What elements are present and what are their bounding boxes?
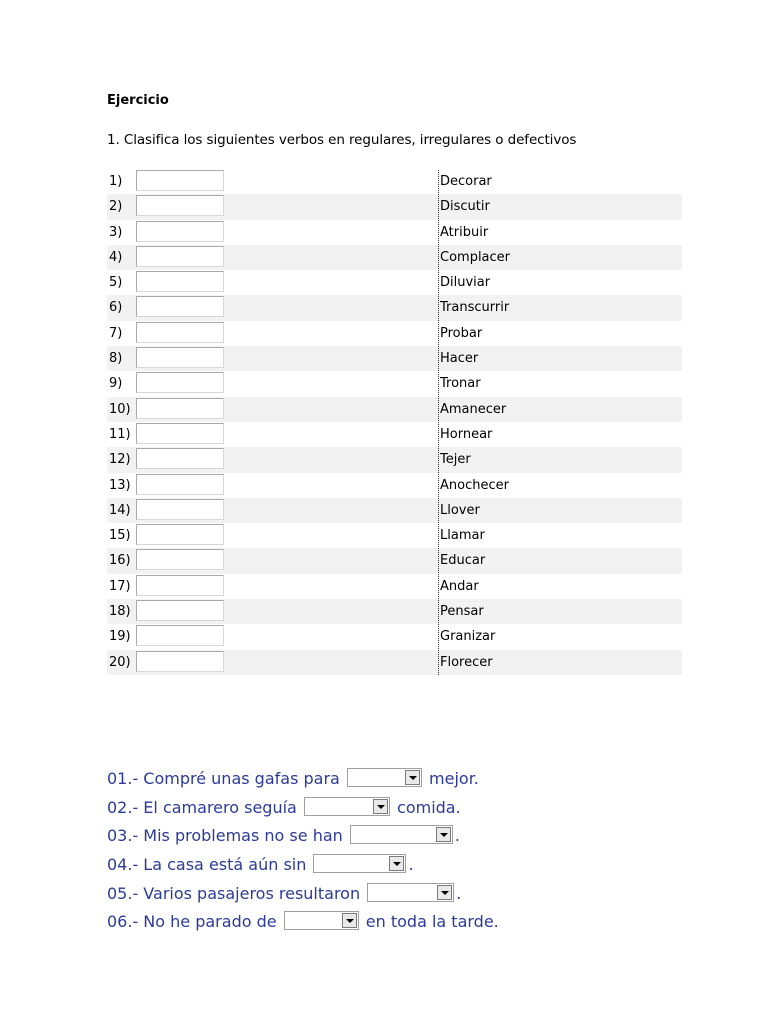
sentence-text-after: comida. bbox=[397, 797, 461, 817]
table-row bbox=[107, 346, 682, 371]
table-row bbox=[107, 624, 682, 649]
answer-input-6[interactable] bbox=[136, 296, 224, 317]
answer-input-5[interactable] bbox=[136, 271, 224, 292]
sentence-2 bbox=[107, 794, 499, 823]
verb-label: Hornear bbox=[440, 426, 493, 442]
chevron-down-icon[interactable] bbox=[373, 799, 388, 814]
answer-input-11[interactable] bbox=[136, 423, 224, 444]
answer-input-4[interactable] bbox=[136, 246, 224, 267]
sentence-text-after: . bbox=[454, 826, 460, 846]
answer-dropdown-1[interactable] bbox=[347, 768, 422, 787]
answer-input-18[interactable] bbox=[136, 600, 224, 621]
table-row bbox=[107, 245, 682, 270]
answer-input-2[interactable] bbox=[136, 195, 224, 216]
sentence-text-after: . bbox=[456, 883, 462, 903]
sentence-4 bbox=[107, 851, 499, 880]
table-row bbox=[107, 422, 682, 447]
answer-input-8[interactable] bbox=[136, 347, 224, 368]
table-row bbox=[107, 599, 682, 624]
verb-label: Florecer bbox=[440, 654, 493, 670]
row-number: 2) bbox=[109, 199, 123, 215]
answer-dropdown-6[interactable] bbox=[284, 911, 359, 930]
row-number: 9) bbox=[109, 376, 123, 392]
answer-input-15[interactable] bbox=[136, 524, 224, 545]
sentence-text-after: . bbox=[408, 855, 414, 875]
exercise-title: Ejercicio bbox=[107, 93, 169, 108]
row-number: 16) bbox=[109, 553, 131, 569]
row-number: 15) bbox=[109, 528, 131, 544]
chevron-down-icon[interactable] bbox=[389, 856, 404, 871]
verb-label: Tejer bbox=[440, 452, 471, 468]
sentence-text-before: 04.- La casa está aún sin bbox=[107, 855, 307, 875]
table-row bbox=[107, 473, 682, 498]
answer-input-16[interactable] bbox=[136, 549, 224, 570]
row-number: 7) bbox=[109, 325, 123, 341]
table-row bbox=[107, 498, 682, 523]
verb-label: Anochecer bbox=[440, 477, 509, 493]
answer-input-9[interactable] bbox=[136, 372, 224, 393]
verb-label: Transcurrir bbox=[440, 300, 510, 316]
row-number: 4) bbox=[109, 249, 123, 265]
column-divider bbox=[438, 170, 439, 675]
verb-label: Pensar bbox=[440, 604, 484, 620]
row-number: 11) bbox=[109, 426, 131, 442]
chevron-down-icon[interactable] bbox=[436, 827, 451, 842]
verb-label: Llamar bbox=[440, 528, 485, 544]
answer-input-14[interactable] bbox=[136, 499, 224, 520]
row-number: 14) bbox=[109, 502, 131, 518]
row-number: 3) bbox=[109, 224, 123, 240]
row-number: 5) bbox=[109, 275, 123, 291]
sentence-text-before: 03.- Mis problemas no se han bbox=[107, 826, 343, 846]
chevron-down-icon[interactable] bbox=[405, 770, 420, 785]
verb-label: Amanecer bbox=[440, 401, 507, 417]
answer-input-12[interactable] bbox=[136, 448, 224, 469]
sentence-3 bbox=[107, 822, 499, 851]
answer-dropdown-3[interactable] bbox=[350, 825, 453, 844]
verb-label: Educar bbox=[440, 553, 486, 569]
chevron-down-icon[interactable] bbox=[437, 885, 452, 900]
answer-input-13[interactable] bbox=[136, 474, 224, 495]
sentence-1 bbox=[107, 765, 499, 794]
chevron-down-icon[interactable] bbox=[342, 913, 357, 928]
row-number: 10) bbox=[109, 401, 131, 417]
sentence-text-before: 06.- No he parado de bbox=[107, 912, 277, 932]
verb-label: Atribuir bbox=[440, 224, 489, 240]
table-row bbox=[107, 321, 682, 346]
table-row bbox=[107, 295, 682, 320]
verb-label: Granizar bbox=[440, 629, 496, 645]
sentence-6 bbox=[107, 908, 499, 937]
row-number: 8) bbox=[109, 351, 123, 367]
answer-input-1[interactable] bbox=[136, 170, 224, 191]
row-number: 20) bbox=[109, 654, 131, 670]
sentence-text-before: 05.- Varios pasajeros resultaron bbox=[107, 883, 361, 903]
answer-dropdown-4[interactable] bbox=[313, 854, 406, 873]
table-row bbox=[107, 371, 682, 396]
sentence-text-before: 02.- El camarero seguía bbox=[107, 797, 297, 817]
verb-label: Andar bbox=[440, 578, 479, 594]
exercise-instruction: 1. Clasifica los siguientes verbos en regulares, irregulares o defectivos bbox=[107, 132, 577, 148]
sentence-text-after: en toda la tarde. bbox=[365, 912, 499, 932]
table-row bbox=[107, 523, 682, 548]
verb-label: Discutir bbox=[440, 199, 490, 215]
answer-input-19[interactable] bbox=[136, 625, 224, 646]
table-row bbox=[107, 574, 682, 599]
verb-label: Decorar bbox=[440, 174, 492, 189]
table-row bbox=[107, 270, 682, 295]
verb-label: Hacer bbox=[440, 351, 479, 367]
table-row bbox=[107, 194, 682, 219]
sentence-text-before: 01.- Compré unas gafas para bbox=[107, 769, 340, 788]
sentence-5 bbox=[107, 880, 499, 909]
row-number: 6) bbox=[109, 300, 123, 316]
row-number: 12) bbox=[109, 452, 131, 468]
verb-label: Probar bbox=[440, 325, 483, 341]
answer-input-20[interactable] bbox=[136, 651, 224, 672]
table-row bbox=[107, 447, 682, 472]
row-number: 19) bbox=[109, 629, 131, 645]
answer-input-10[interactable] bbox=[136, 398, 224, 419]
table-row bbox=[107, 397, 682, 422]
sentence-text-after: mejor. bbox=[429, 769, 479, 788]
fill-in-sentences bbox=[107, 765, 499, 937]
verb-label: Tronar bbox=[440, 376, 481, 392]
verb-classification-table bbox=[107, 169, 682, 675]
answer-input-7[interactable] bbox=[136, 322, 224, 343]
table-row bbox=[107, 548, 682, 573]
answer-input-17[interactable] bbox=[136, 575, 224, 596]
row-number: 18) bbox=[109, 604, 131, 620]
answer-dropdown-2[interactable] bbox=[304, 797, 390, 816]
verb-label: Llover bbox=[440, 502, 480, 518]
answer-dropdown-5[interactable] bbox=[367, 883, 454, 902]
table-row bbox=[107, 220, 682, 245]
row-number: 13) bbox=[109, 477, 131, 493]
answer-input-3[interactable] bbox=[136, 221, 224, 242]
row-number: 17) bbox=[109, 578, 131, 594]
row-number: 1) bbox=[109, 174, 123, 189]
verb-label: Diluviar bbox=[440, 275, 491, 291]
table-row bbox=[107, 650, 682, 675]
verb-label: Complacer bbox=[440, 249, 511, 265]
table-row bbox=[107, 169, 682, 194]
